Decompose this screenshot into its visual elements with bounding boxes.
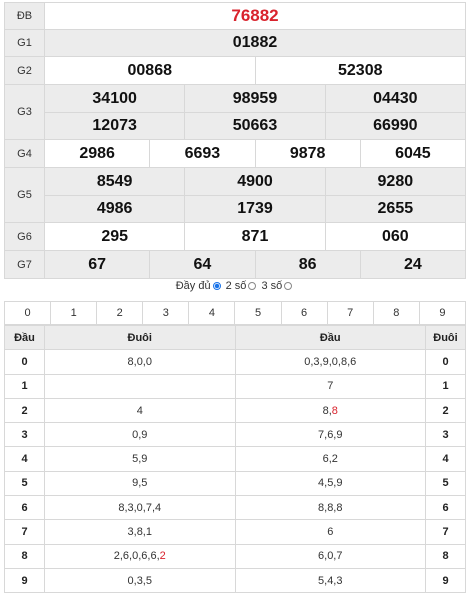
row-key: 0 xyxy=(5,350,45,374)
col-tail-header: Đuôi xyxy=(426,326,466,350)
digit-button[interactable]: 7 xyxy=(327,302,373,324)
option-two-label: 2 số xyxy=(225,280,247,292)
row-key: 5 xyxy=(426,471,466,495)
highlighted-digit: 8 xyxy=(331,404,338,417)
g4-value: 9878 xyxy=(255,140,360,167)
option-three-label: 3 số xyxy=(261,280,283,292)
row-key: 4 xyxy=(5,447,45,471)
row-key: 1 xyxy=(426,374,466,398)
row-key: 6 xyxy=(426,496,466,520)
digit-button[interactable]: 8 xyxy=(373,302,419,324)
row-key: 6 xyxy=(5,496,45,520)
digit-button[interactable]: 3 xyxy=(142,302,188,324)
g3-value: 50663 xyxy=(184,113,324,139)
tail-cell: 8,3,0,7,4 xyxy=(45,496,236,520)
radio-three-digits[interactable] xyxy=(284,282,292,290)
tail-cell: 8,0,0 xyxy=(45,350,236,374)
head-cell: 4,5,9 xyxy=(235,471,426,495)
g5-value: 4986 xyxy=(96,200,133,217)
prize-label-g1: G1 xyxy=(5,30,45,57)
tail-cell: 3,8,1 xyxy=(45,520,236,544)
digit-button[interactable]: 4 xyxy=(188,302,234,324)
table-row xyxy=(5,374,466,398)
digit-button[interactable]: 2 xyxy=(96,302,142,324)
g3-value: 34100 xyxy=(92,89,137,107)
digit-button[interactable]: 1 xyxy=(50,302,96,324)
digit-selector xyxy=(4,301,466,325)
g2-value: 00868 xyxy=(127,61,172,79)
head-cell: 7 xyxy=(235,374,426,398)
g7-value: 86 xyxy=(255,251,360,278)
tail-cell: 0,9 xyxy=(45,423,236,447)
results-table xyxy=(4,2,466,279)
head-cell: 8,8,8 xyxy=(235,496,426,520)
tail-cell: 9,5 xyxy=(45,471,236,495)
tail-cell xyxy=(45,374,236,398)
row-key: 2 xyxy=(426,398,466,422)
g2-value: 52308 xyxy=(255,57,466,84)
table-row xyxy=(5,423,466,447)
g4-value: 2986 xyxy=(79,144,115,162)
row-key: 1 xyxy=(5,374,45,398)
prize-label-g2: G2 xyxy=(5,57,45,85)
special-prize-value: 76882 xyxy=(45,3,466,30)
col-head-header: Đầu xyxy=(5,326,45,350)
radio-two-digits[interactable] xyxy=(248,282,256,290)
head-cell: 6,0,7 xyxy=(235,544,426,568)
table-row xyxy=(5,520,466,544)
g6-value: 295 xyxy=(101,227,129,245)
row-key: 2 xyxy=(5,398,45,422)
head-cell: 6 xyxy=(235,520,426,544)
g7-value: 64 xyxy=(149,251,254,278)
head-cell: 0,3,9,0,8,6 xyxy=(235,350,426,374)
table-row xyxy=(5,350,466,374)
tail-cell: 4 xyxy=(45,398,236,422)
g3-value: 66990 xyxy=(325,113,465,139)
g6-value: 060 xyxy=(325,223,465,250)
g5-value: 4900 xyxy=(184,168,324,195)
g5-value: 9280 xyxy=(325,168,465,195)
table-row xyxy=(5,471,466,495)
g5-value: 1739 xyxy=(184,196,324,222)
g3-value: 04430 xyxy=(325,85,465,112)
table-row xyxy=(5,398,466,422)
row-key: 9 xyxy=(5,568,45,592)
tail-text: 2,6,0,6,6, xyxy=(113,550,160,563)
tail-cell: 0,3,5 xyxy=(45,568,236,592)
table-row xyxy=(5,496,466,520)
tail-cell: 5,9 xyxy=(45,447,236,471)
option-full-label: Đầy đủ xyxy=(175,280,211,292)
g4-value: 6045 xyxy=(360,140,465,167)
row-key: 4 xyxy=(426,447,466,471)
head-cell: 7,6,9 xyxy=(235,423,426,447)
row-key: 8 xyxy=(5,544,45,568)
prize-label-g4: G4 xyxy=(5,140,45,168)
prize-label-g5: G5 xyxy=(5,168,45,223)
g6-value: 871 xyxy=(184,223,324,250)
col-head-header: Đầu xyxy=(235,326,426,350)
g3-value: 12073 xyxy=(92,117,137,134)
g7-value: 24 xyxy=(360,251,465,278)
loto-table xyxy=(4,325,466,593)
option-full[interactable] xyxy=(176,280,226,292)
prize-label-db: ĐB xyxy=(5,3,45,30)
head-cell: 5,4,3 xyxy=(235,568,426,592)
option-three-digits[interactable] xyxy=(261,280,294,292)
prize-label-g6: G6 xyxy=(5,223,45,251)
g7-value: 67 xyxy=(88,255,107,273)
head-cell xyxy=(235,398,426,422)
first-prize-value: 01882 xyxy=(45,30,466,57)
table-row xyxy=(5,544,466,568)
highlighted-digit: 2 xyxy=(159,550,166,563)
option-two-digits[interactable] xyxy=(226,280,262,292)
radio-full[interactable] xyxy=(213,282,221,290)
row-key: 9 xyxy=(426,568,466,592)
digit-button[interactable]: 0 xyxy=(24,307,31,319)
digit-button[interactable]: 6 xyxy=(281,302,327,324)
row-key: 0 xyxy=(426,350,466,374)
prize-label-g7: G7 xyxy=(5,251,45,279)
head-text: 8, xyxy=(322,404,332,417)
row-key: 8 xyxy=(426,544,466,568)
table-row xyxy=(5,447,466,471)
table-row xyxy=(5,568,466,592)
tail-cell xyxy=(45,544,236,568)
g5-value: 2655 xyxy=(325,196,465,222)
row-key: 3 xyxy=(426,423,466,447)
row-key: 3 xyxy=(5,423,45,447)
digit-button[interactable]: 9 xyxy=(419,302,465,324)
col-tail-header: Đuôi xyxy=(45,326,236,350)
head-cell: 6,2 xyxy=(235,447,426,471)
row-key: 7 xyxy=(5,520,45,544)
row-key: 7 xyxy=(426,520,466,544)
g4-value: 6693 xyxy=(149,140,254,167)
prize-label-g3: G3 xyxy=(5,85,45,140)
digit-button[interactable]: 5 xyxy=(234,302,280,324)
g5-value: 8549 xyxy=(96,172,133,190)
display-options xyxy=(0,280,470,292)
g3-value: 98959 xyxy=(184,85,324,112)
row-key: 5 xyxy=(5,471,45,495)
